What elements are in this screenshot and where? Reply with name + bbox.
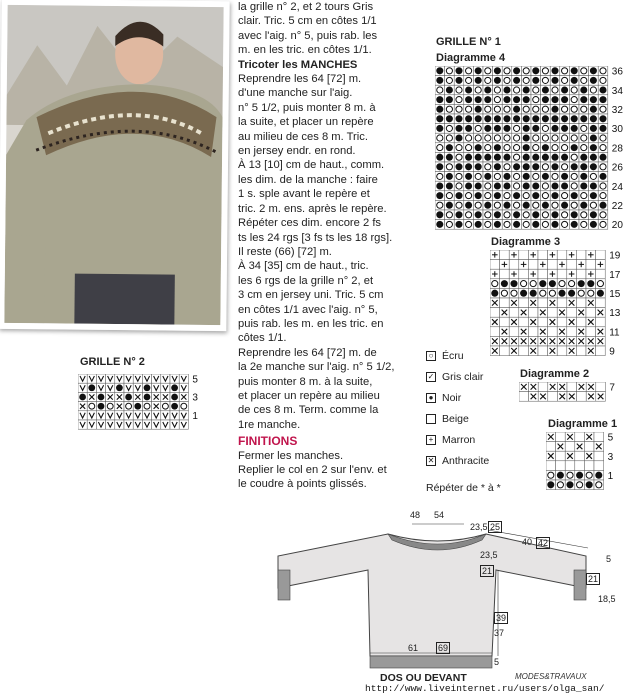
row-number: 26	[611, 162, 623, 174]
row-number: 32	[611, 105, 623, 117]
plus-symbol-icon: +	[426, 435, 436, 445]
grid-cell	[577, 392, 587, 402]
row-number: 11	[609, 327, 620, 339]
text-line: Répéter ces dim. encore 2 fs	[238, 217, 382, 230]
repeat-label-text: Répéter de * à *	[426, 482, 501, 494]
measure-54: 54	[434, 510, 445, 520]
brand-logo: MODES&TRAVAUX	[515, 672, 587, 681]
text-line: n° 5 1/2, puis monter 8 m. à	[238, 101, 376, 114]
text-line: puis rab. les m. en les tric. en	[238, 317, 384, 330]
measure-5a: 5	[606, 554, 612, 564]
row-number: 1	[192, 411, 198, 423]
legend-item	[426, 413, 469, 425]
grid-cell	[567, 308, 577, 318]
text-line: au milieu de ces 8 m. Tric.	[238, 130, 368, 143]
grid-cell	[538, 382, 548, 392]
measure-21b: 21	[588, 574, 599, 584]
grid-cell	[519, 317, 529, 327]
grid-cell	[557, 269, 567, 279]
row-number: 19	[609, 250, 621, 262]
row-number: 22	[611, 201, 623, 213]
grid-cell	[556, 461, 566, 471]
grid-cell	[596, 269, 606, 279]
text-line: m. en les tric. en côtes 1/1.	[238, 44, 372, 57]
row-number: 1	[607, 471, 614, 483]
grid-cell	[546, 442, 556, 452]
grid-cell	[565, 461, 575, 471]
finitions-heading: FINITIONS	[238, 434, 298, 449]
text-line: les dim. de la manche : faire	[238, 173, 378, 186]
legend-label: Écru	[442, 350, 464, 362]
row-number: 3	[192, 392, 198, 404]
row-number: 34	[611, 85, 623, 97]
grid-cell	[576, 250, 586, 260]
grid-cell	[490, 308, 500, 318]
grid-cell	[528, 327, 538, 337]
grille2-title: GRILLE N° 2	[80, 356, 145, 368]
grid-cell	[509, 260, 519, 270]
diagram1-grid	[546, 432, 624, 492]
text-line: les 6 rgs de la grille n° 2, et	[238, 274, 374, 287]
grid-cell	[575, 432, 585, 442]
text-line: Reprendre les 64 [72] m. de	[238, 346, 377, 359]
legend-item	[426, 371, 483, 383]
text-line: clair. Tric. 5 cm en côtes 1/1	[238, 15, 377, 28]
grid-cell	[500, 298, 510, 308]
grid-cell	[548, 308, 558, 318]
legend-item	[426, 455, 489, 467]
grid-cell	[548, 260, 558, 270]
schema-title: DOS OU DEVANT	[380, 672, 467, 684]
text-line: 1re manche.	[238, 418, 301, 431]
grid-cell	[509, 308, 519, 318]
grid-cell	[596, 250, 606, 260]
text-line: la suite, et placer un repère	[238, 116, 374, 129]
grid-cell	[557, 298, 567, 308]
measure-61: 61	[408, 643, 419, 653]
measure-37: 37	[494, 628, 505, 638]
dot-symbol-icon: ●	[426, 393, 436, 403]
text-line: et placer un repère au milieu	[238, 389, 380, 402]
text-line: ts les 24 rgs [3 fs ts les 18 rgs].	[238, 231, 393, 244]
measure-21a: 21	[482, 566, 493, 576]
text-line: en côtes 1/1 avec l'aig. n° 5,	[238, 303, 378, 316]
grille2-grid	[78, 374, 210, 442]
diagram3-grid	[490, 250, 625, 360]
text-line: 3 cm en jersey uni. Tric. 5 cm	[238, 289, 384, 302]
legend-item	[426, 434, 475, 446]
grid-cell	[594, 451, 604, 461]
diagram4-grid	[435, 66, 625, 230]
measure-40: 40	[522, 537, 533, 547]
grid-cell	[596, 382, 606, 392]
row-number: 17	[609, 269, 621, 281]
grid-cell	[584, 442, 594, 452]
row-number: 7	[609, 382, 615, 394]
grid-cell	[546, 461, 556, 471]
measure-18-5: 18,5	[598, 594, 616, 604]
grid-cell	[575, 461, 585, 471]
grid-cell	[500, 269, 510, 279]
grid-cell	[538, 269, 548, 279]
grid-cell	[500, 317, 510, 327]
text-line: avec l'aig. n° 5, puis rab. les	[238, 29, 378, 42]
grid-cell	[528, 308, 538, 318]
row-number: 13	[609, 308, 621, 320]
text-line: À 13 [10] cm de haut., comm.	[238, 159, 385, 172]
grid-cell	[557, 346, 567, 356]
text-line: 1 s. sple avant le repère et	[238, 188, 370, 201]
grid-cell	[567, 260, 577, 270]
grid-cell	[490, 260, 500, 270]
grid-cell	[519, 346, 529, 356]
measure-23-5a: 23,5	[470, 522, 488, 532]
grid-cell	[565, 442, 575, 452]
row-number: 20	[611, 220, 623, 230]
grid-cell	[576, 298, 586, 308]
grid-cell	[586, 308, 596, 318]
text-line: puis monter 8 m. à la suite,	[238, 375, 373, 388]
grid-cell	[596, 317, 606, 327]
legend-label: Beige	[442, 413, 469, 425]
grid-cell	[586, 260, 596, 270]
text-line: côtes 1/1.	[238, 332, 287, 345]
grid-cell	[519, 269, 529, 279]
instructions-text	[238, 0, 424, 492]
grid-cell	[519, 250, 529, 260]
text-line: d'une manche sur l'aig.	[238, 87, 353, 100]
grid-cell	[575, 451, 585, 461]
row-number: 3	[607, 451, 614, 463]
row-number: 9	[609, 346, 615, 358]
model-illustration	[4, 5, 223, 325]
text-line: le coudre à points glissés.	[238, 478, 367, 491]
text-line: en jersey endr. en rond.	[238, 145, 356, 158]
grid-cell	[548, 327, 558, 337]
grid-cell	[538, 346, 548, 356]
repeat-label	[426, 482, 501, 494]
grid-cell	[596, 298, 606, 308]
measure-39: 39	[496, 613, 507, 623]
grid-cell	[567, 327, 577, 337]
text-line: Fermer les manches.	[238, 449, 344, 462]
legend-label: Gris clair	[442, 371, 484, 383]
grid-cell	[567, 382, 577, 392]
row-number: 28	[611, 143, 623, 155]
grid-cell	[509, 327, 519, 337]
text-line: Il reste (66) [72] m.	[238, 245, 332, 258]
measure-5b: 5	[494, 657, 500, 667]
x-symbol-icon: ✕	[427, 456, 435, 465]
grid-cell	[538, 250, 548, 260]
grid-cell	[576, 269, 586, 279]
measure-69: 69	[438, 643, 449, 653]
row-number: 36	[611, 66, 623, 78]
text-line: la 2e manche sur l'aig. n° 5 1/2,	[238, 361, 395, 374]
grid-cell	[557, 250, 567, 260]
grid-cell	[528, 260, 538, 270]
text-line: À 34 [35] cm de haut., tric.	[238, 260, 369, 273]
grid-cell	[538, 298, 548, 308]
grid-cell	[500, 250, 510, 260]
grid-cell	[576, 346, 586, 356]
diagram3-title: Diagramme 3	[491, 236, 561, 248]
diagram2-grid	[519, 382, 619, 406]
row-number: 5	[192, 374, 198, 386]
grid-cell	[576, 317, 586, 327]
manches-heading: Tricoter les MANCHES	[238, 58, 358, 71]
grid-cell	[556, 451, 566, 461]
grid-cell	[519, 298, 529, 308]
legend-label: Noir	[442, 392, 462, 404]
row-number: 30	[611, 124, 623, 136]
sweater-photo	[0, 0, 230, 331]
diagram4-title: Diagramme 4	[436, 52, 506, 64]
diagram1-title: Diagramme 1	[548, 418, 618, 430]
text-line: la grille n° 2, et 2 tours Gris	[238, 1, 374, 13]
finitions-body	[238, 449, 424, 492]
grid-cell	[490, 327, 500, 337]
empty-symbol-icon	[426, 414, 436, 424]
grid-cell	[596, 346, 606, 356]
grid-cell	[557, 317, 567, 327]
legend-label: Marron	[442, 434, 476, 446]
measure-42: 42	[538, 538, 549, 548]
manches-body	[238, 72, 424, 432]
measure-48: 48	[410, 510, 421, 520]
grid-cell	[548, 392, 558, 402]
text-line: Replier le col en 2 sur l'env. et	[238, 464, 387, 476]
measure-25: 25	[490, 522, 501, 532]
grid-cell	[519, 392, 529, 402]
legend-item	[426, 350, 464, 362]
text-line: Reprendre les 64 [72] m.	[238, 73, 362, 86]
measure-23-5b: 23,5	[480, 550, 498, 560]
grid-cell	[594, 432, 604, 442]
source-url: http://www.liveinternet.ru/users/olga_san/	[365, 683, 605, 694]
row-number: 5	[607, 432, 614, 444]
grid-cell	[538, 317, 548, 327]
row-number: 24	[611, 181, 623, 193]
row-number: 15	[609, 289, 621, 301]
legend-label: Anthracite	[442, 455, 490, 467]
grille1-title: GRILLE N° 1	[436, 36, 501, 48]
grid-cell	[500, 346, 510, 356]
grid-cell	[586, 327, 596, 337]
grid-cell	[556, 432, 566, 442]
grid-cell	[594, 461, 604, 471]
v-symbol-icon: ✓	[427, 372, 435, 381]
grid-cell	[584, 461, 594, 471]
text-line: de ces 8 m. Term. comme la	[238, 404, 379, 417]
legend-item	[426, 392, 461, 404]
o-symbol-icon: ○	[426, 351, 436, 361]
diagram2-title: Diagramme 2	[520, 368, 590, 380]
text-line: tric. 2 m. ens. après le repère.	[238, 202, 387, 215]
